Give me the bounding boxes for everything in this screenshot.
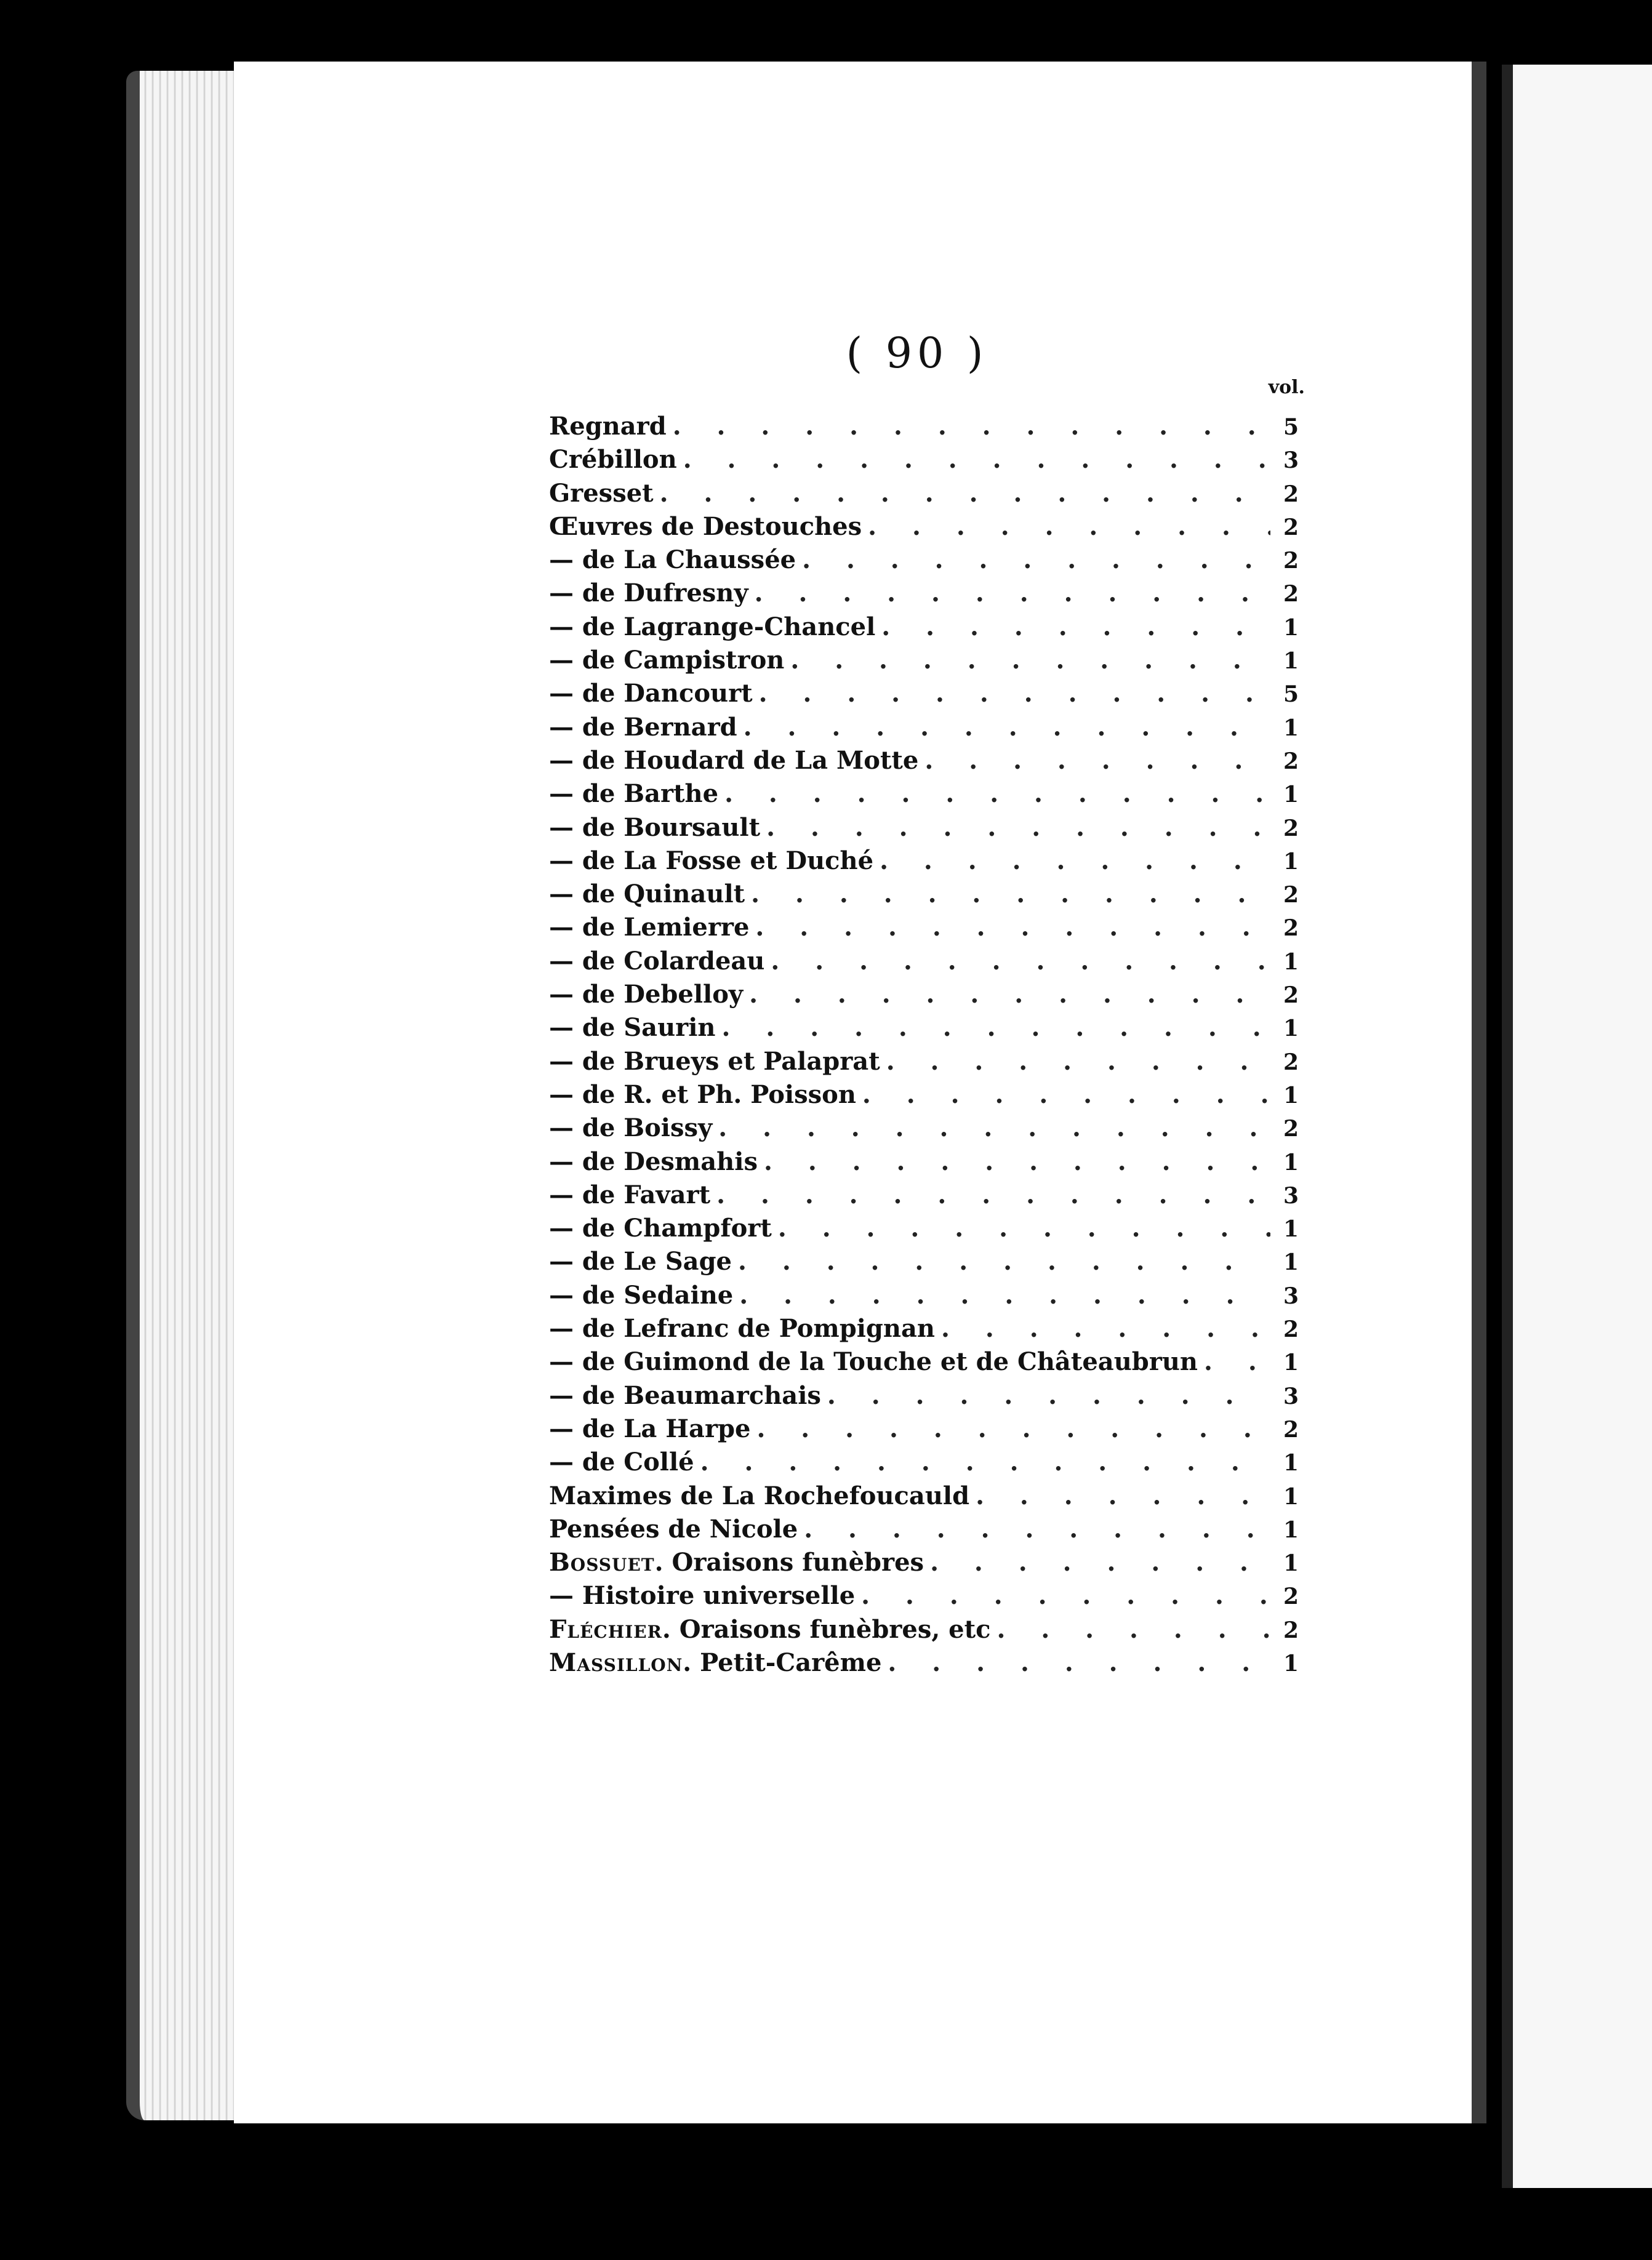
- dot-leader: [862, 1078, 1270, 1112]
- dot-leader: [716, 1179, 1270, 1212]
- entry-volume-count: 2: [1283, 481, 1299, 507]
- entry-title: [549, 1045, 880, 1078]
- entry-title: [549, 577, 748, 610]
- dot-leader: [886, 1045, 1270, 1078]
- catalog-entry: [549, 1245, 1299, 1278]
- entry-volume-count: 1: [1283, 782, 1299, 808]
- catalog-entry: [549, 911, 1299, 944]
- dot-leader: [749, 978, 1270, 1011]
- entry-title: [549, 1446, 694, 1479]
- dot-leader: [868, 510, 1270, 543]
- catalog-entry: [549, 510, 1299, 543]
- entry-volume-count: 1: [1283, 715, 1299, 741]
- entry-volume-count: 2: [1283, 514, 1299, 540]
- catalog-entry: [549, 1212, 1299, 1245]
- entry-title: [549, 611, 875, 644]
- entry-volume-count: 3: [1283, 1182, 1299, 1209]
- catalog-entry: [549, 945, 1299, 978]
- catalog-entry: [549, 677, 1299, 710]
- entry-title-text: . Petit-Carême: [683, 1648, 882, 1677]
- entry-title: [549, 1646, 881, 1680]
- entry-title: [549, 1112, 712, 1145]
- entry-title: [549, 543, 796, 577]
- entry-title-text: — de Boursault: [549, 812, 761, 842]
- catalog-entry: [549, 844, 1299, 878]
- dot-leader: [660, 477, 1270, 510]
- dot-leader: [739, 1279, 1270, 1312]
- catalog-entry: [549, 1312, 1299, 1345]
- dot-leader: [766, 811, 1270, 844]
- dot-leader: [722, 1011, 1270, 1044]
- catalog-entry: [549, 1412, 1299, 1446]
- catalog-entry: [549, 978, 1299, 1011]
- entry-volume-count: 1: [1283, 848, 1299, 875]
- entry-title-text: Regnard: [549, 412, 667, 441]
- entry-title: [549, 1179, 710, 1212]
- entry-title: [549, 1379, 821, 1412]
- entry-volume-count: 1: [1283, 1517, 1299, 1543]
- entry-volume-count: 2: [1283, 982, 1299, 1009]
- entry-title-text: — de Boissy: [549, 1113, 713, 1143]
- dot-leader: [941, 1312, 1270, 1345]
- dot-leader: [751, 878, 1270, 911]
- catalog-entry: [549, 1480, 1299, 1513]
- dot-leader: [996, 1613, 1270, 1646]
- dot-leader: [673, 410, 1270, 443]
- catalog-entry: [549, 1145, 1299, 1179]
- entry-volume-count: 3: [1283, 1283, 1299, 1309]
- entry-volume-count: 3: [1283, 1383, 1299, 1409]
- catalog-entry: [549, 543, 1299, 577]
- entry-title: [549, 1513, 798, 1546]
- entry-volume-count: 1: [1283, 1650, 1299, 1677]
- entry-title-text: — de Saurin: [549, 1013, 716, 1043]
- entry-title: [549, 1480, 969, 1513]
- volume-column-header: vol.: [1268, 377, 1305, 398]
- catalog-entry: [549, 1279, 1299, 1312]
- catalog-entry: [549, 777, 1299, 811]
- entry-title: [549, 1145, 758, 1179]
- entry-title: [549, 1011, 716, 1044]
- entry-title: [549, 1345, 1198, 1379]
- catalog-entry: [549, 1646, 1299, 1680]
- entry-title: [549, 777, 718, 811]
- catalog-entry: [549, 1011, 1299, 1044]
- dot-leader: [976, 1480, 1270, 1513]
- entry-title: [549, 978, 743, 1011]
- entry-title-text: Gresset: [549, 478, 654, 508]
- entry-title-text: . Oraisons funèbres, etc: [662, 1614, 991, 1644]
- entry-title: [549, 443, 677, 476]
- entry-title: [549, 1078, 856, 1112]
- entry-title-text: Pensées de Nicole: [549, 1514, 798, 1544]
- entry-title-text: — de Desmahis: [549, 1147, 758, 1176]
- entry-title-text: Maximes de La Rochefoucauld: [549, 1481, 970, 1510]
- dot-leader: [802, 543, 1270, 577]
- catalog-entry: [549, 1345, 1299, 1379]
- entry-title: [549, 811, 760, 844]
- dot-leader: [771, 945, 1270, 978]
- catalog-entry: [549, 1579, 1299, 1613]
- entry-title: [549, 1613, 990, 1646]
- entry-volume-count: 1: [1283, 1249, 1299, 1276]
- dot-leader: [930, 1546, 1270, 1579]
- catalog-entry: [549, 410, 1299, 443]
- entry-volume-count: 1: [1283, 648, 1299, 675]
- entry-volume-count: 2: [1283, 581, 1299, 607]
- page-number: ( 90 ): [846, 329, 988, 378]
- entry-volume-count: 1: [1283, 1016, 1299, 1042]
- entry-volume-count: 1: [1283, 1350, 1299, 1376]
- dot-leader: [744, 711, 1270, 744]
- entry-title: [549, 844, 873, 878]
- dot-leader: [724, 777, 1270, 811]
- catalog-entry: [549, 611, 1299, 644]
- entry-volume-count: 1: [1283, 1082, 1299, 1108]
- entry-title-text: — de Favart: [549, 1180, 711, 1209]
- entry-title: [549, 1245, 732, 1278]
- entry-title-text: — de La Fosse et Duché: [549, 846, 874, 875]
- entry-title-text: — de Sedaine: [549, 1280, 734, 1310]
- entry-title-text: — de Quinault: [549, 880, 745, 909]
- dot-leader: [778, 1212, 1270, 1245]
- dot-leader: [861, 1579, 1270, 1613]
- entry-title-text: — de Dufresny: [549, 579, 748, 608]
- entry-title-text: — de Lefranc de Pompignan: [549, 1314, 935, 1344]
- entry-title-text: — de Lagrange-Chancel: [549, 612, 876, 641]
- entry-volume-count: 1: [1283, 948, 1299, 975]
- dot-leader: [888, 1646, 1270, 1680]
- entry-volume-count: 2: [1283, 1416, 1299, 1443]
- entry-author: Bossuet: [549, 1548, 655, 1577]
- entry-volume-count: 1: [1283, 1550, 1299, 1577]
- entry-volume-count: 2: [1283, 1584, 1299, 1610]
- entry-title: [549, 477, 654, 510]
- entry-volume-count: 2: [1283, 882, 1299, 908]
- dot-leader: [759, 677, 1270, 710]
- catalog-entry: [549, 1078, 1299, 1112]
- entry-title-text: — de Colardeau: [549, 946, 765, 976]
- catalog-entry: [549, 1112, 1299, 1145]
- entry-volume-count: 2: [1283, 815, 1299, 841]
- entry-volume-count: 2: [1283, 748, 1299, 774]
- dot-leader: [804, 1513, 1270, 1546]
- dot-leader: [924, 744, 1270, 777]
- entry-title: [549, 1279, 733, 1312]
- entry-title-text: — de Beaumarchais: [549, 1380, 821, 1410]
- entry-title-text: — de R. et Ph. Poisson: [549, 1080, 856, 1109]
- entry-title: [549, 510, 862, 543]
- entry-title-text: Œuvres de Destouches: [549, 511, 862, 541]
- catalog-entry: [549, 878, 1299, 911]
- catalog-list: [549, 410, 1299, 1680]
- entry-title-text: . Oraisons funèbres: [654, 1548, 924, 1577]
- entry-title-text: — de Campistron: [549, 646, 785, 675]
- entry-volume-count: 1: [1283, 614, 1299, 641]
- catalog-entry: [549, 443, 1299, 476]
- catalog-entry: [549, 1513, 1299, 1546]
- entry-title: [549, 644, 784, 677]
- catalog-entry: [549, 1379, 1299, 1412]
- entry-volume-count: 5: [1283, 681, 1299, 708]
- entry-title: [549, 677, 753, 710]
- entry-title: [549, 711, 737, 744]
- dot-leader: [700, 1446, 1270, 1479]
- entry-title: [549, 1546, 924, 1579]
- entry-volume-count: 2: [1283, 1116, 1299, 1142]
- entry-title-text: — de Le Sage: [549, 1247, 732, 1276]
- catalog-entry: [549, 644, 1299, 677]
- entry-volume-count: 2: [1283, 915, 1299, 942]
- entry-title: [549, 1412, 750, 1446]
- entry-title-text: — de Lemierre: [549, 913, 750, 942]
- entry-title: [549, 1579, 855, 1613]
- catalog-entry: [549, 577, 1299, 610]
- entry-volume-count: 2: [1283, 548, 1299, 574]
- facing-page-edge: [1502, 65, 1652, 2188]
- entry-title: [549, 911, 749, 944]
- entry-title-text: — de Collé: [549, 1448, 694, 1477]
- catalog-entry: [549, 477, 1299, 510]
- entry-title: [549, 1312, 935, 1345]
- dot-leader: [764, 1145, 1270, 1179]
- entry-volume-count: 5: [1283, 414, 1299, 440]
- entry-volume-count: 1: [1283, 1216, 1299, 1243]
- entry-title: [549, 744, 918, 777]
- entry-title-text: — de Debelloy: [549, 980, 744, 1009]
- entry-volume-count: 1: [1283, 1450, 1299, 1477]
- catalog-entry: [549, 811, 1299, 844]
- entry-title: [549, 410, 667, 443]
- entry-title-text: — de Dancourt: [549, 679, 753, 708]
- entry-title: [549, 1212, 772, 1245]
- entry-author: Massillon: [549, 1648, 683, 1677]
- entry-volume-count: 2: [1283, 1316, 1299, 1343]
- dot-leader: [756, 1412, 1270, 1446]
- entry-volume-count: 1: [1283, 1483, 1299, 1510]
- entry-author: Fléchier: [549, 1614, 662, 1644]
- dot-leader: [880, 844, 1270, 878]
- entry-title-text: — de La Harpe: [549, 1414, 751, 1443]
- entry-volume-count: 2: [1283, 1617, 1299, 1643]
- entry-volume-count: 2: [1283, 1049, 1299, 1075]
- dot-leader: [738, 1245, 1270, 1278]
- entry-title-text: — de Barthe: [549, 779, 719, 809]
- entry-title-text: — de Bernard: [549, 712, 737, 742]
- entry-title-text: Crébillon: [549, 445, 677, 475]
- catalog-entry: [549, 1179, 1299, 1212]
- catalog-entry: [549, 1613, 1299, 1646]
- entry-title-text: — de La Chaussée: [549, 545, 796, 575]
- entry-title: [549, 945, 764, 978]
- catalog-entry: [549, 1546, 1299, 1579]
- dot-leader: [881, 611, 1270, 644]
- dot-leader: [683, 443, 1270, 476]
- catalog-entry: [549, 1045, 1299, 1078]
- entry-title-text: — de Champfort: [549, 1214, 772, 1243]
- dot-leader: [718, 1112, 1270, 1145]
- entry-volume-count: 1: [1283, 1149, 1299, 1176]
- catalog-entry: [549, 744, 1299, 777]
- dot-leader: [1204, 1345, 1270, 1379]
- dot-leader: [827, 1379, 1270, 1412]
- dot-leader: [790, 644, 1270, 677]
- catalog-entry: [549, 711, 1299, 744]
- catalog-entry: [549, 1446, 1299, 1479]
- dot-leader: [755, 577, 1270, 610]
- entry-title-text: — de Guimond de la Touche et de Châteaubrun: [549, 1347, 1198, 1377]
- entry-title-text: — de Houdard de La Motte: [549, 745, 919, 775]
- entry-volume-count: 3: [1283, 447, 1299, 474]
- entry-title: [549, 878, 745, 911]
- entry-title-text: — Histoire universelle: [549, 1581, 856, 1611]
- entry-title-text: — de Brueys et Palaprat: [549, 1046, 880, 1076]
- dot-leader: [755, 911, 1270, 944]
